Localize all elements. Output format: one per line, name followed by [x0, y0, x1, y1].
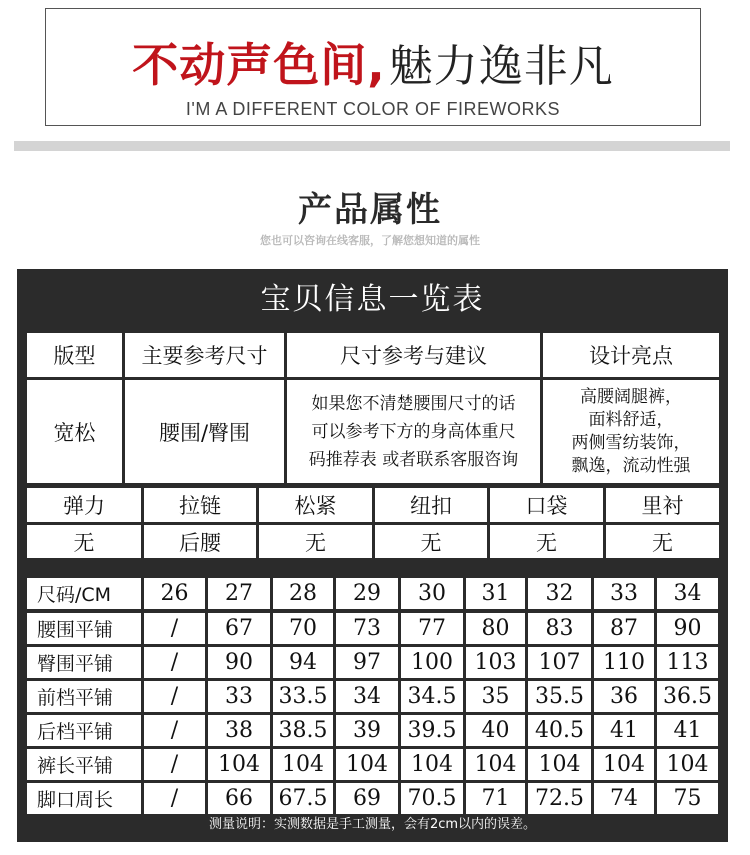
size-header-cell: 33 — [594, 578, 654, 609]
attr-label: 纽扣 — [375, 488, 487, 522]
size-value-cell: 87 — [594, 613, 654, 644]
size-value-cell: 38 — [208, 715, 270, 746]
header-fit: 版型 — [27, 333, 122, 377]
size-value-cell: 35.5 — [528, 681, 591, 712]
size-value-cell: 73 — [336, 613, 398, 644]
size-value-cell: 38.5 — [273, 715, 333, 746]
slogan-line — [46, 29, 700, 95]
size-value-cell: 70 — [273, 613, 333, 644]
size-value-cell: 104 — [528, 749, 591, 780]
highlight-line: 高腰阔腿裤， — [580, 386, 682, 407]
section-title: 产品属性 — [298, 190, 442, 230]
header-main-size: 主要参考尺寸 — [125, 333, 284, 377]
attr-value: 无 — [27, 525, 141, 558]
size-value-cell: / — [144, 749, 205, 780]
size-value-cell: 94 — [273, 647, 333, 678]
size-value-cell: 83 — [528, 613, 591, 644]
size-header-cell: 30 — [401, 578, 463, 609]
size-value-cell: 104 — [401, 749, 463, 780]
size-header-cell: 27 — [208, 578, 270, 609]
attr-value: 后腰 — [144, 525, 256, 558]
slogan-black-text: 魅力逸非凡 — [388, 41, 614, 92]
size-value-cell: 66 — [208, 783, 270, 814]
size-value-cell: 90 — [208, 647, 270, 678]
attr-label: 弹力 — [27, 488, 141, 522]
size-value-cell: / — [144, 783, 205, 814]
size-value-cell: 39 — [336, 715, 398, 746]
section-subtitle: 您也可以咨询在线客服，了解您想知道的属性 — [260, 234, 480, 247]
size-header-cell: 32 — [528, 578, 591, 609]
attr-label: 松紧 — [259, 488, 372, 522]
size-header-cell: 29 — [336, 578, 398, 609]
size-value-cell: 34.5 — [401, 681, 463, 712]
size-value-cell: / — [144, 647, 205, 678]
size-value-cell: 41 — [594, 715, 654, 746]
slogan-red-text: 不动声色间 — [132, 38, 368, 92]
highlight-line: 两侧雪纺装饰， — [571, 432, 691, 453]
size-value-cell: 39.5 — [401, 715, 463, 746]
size-value-cell: 41 — [657, 715, 718, 746]
panel-title: 宝贝信息一览表 — [260, 282, 485, 317]
size-header-cell: 31 — [466, 578, 525, 609]
header-highlights: 设计亮点 — [543, 333, 719, 377]
size-value-cell: 110 — [594, 647, 654, 678]
size-value-cell: / — [144, 613, 205, 644]
size-value-cell: 70.5 — [401, 783, 463, 814]
size-value-cell: 100 — [401, 647, 463, 678]
highlight-line: 飘逸，流动性强 — [571, 455, 691, 476]
value-size-advice — [287, 380, 540, 483]
size-header-label: 尺码/CM — [27, 578, 141, 609]
slogan-subtitle: I'M A DIFFERENT COLOR OF FIREWORKS — [185, 99, 561, 119]
size-value-cell: 75 — [657, 783, 718, 814]
size-row-label: 后档平铺 — [27, 715, 141, 746]
size-value-cell: 34 — [336, 681, 398, 712]
header-size-advice: 尺寸参考与建议 — [287, 333, 540, 377]
measurement-note: 测量说明：实测数据是手工测量，会有2cm以内的误差。 — [208, 817, 537, 832]
attr-label: 口袋 — [490, 488, 603, 522]
size-value-cell: 36.5 — [657, 681, 718, 712]
attr-label: 里衬 — [606, 488, 719, 522]
value-highlights — [543, 380, 719, 483]
size-header-cell: 28 — [273, 578, 333, 609]
size-row-label: 前档平铺 — [27, 681, 141, 712]
size-value-cell: 107 — [528, 647, 591, 678]
size-row-label: 腰围平铺 — [27, 613, 141, 644]
advice-line: 如果您不清楚腰围尺寸的话 — [311, 393, 516, 414]
size-value-cell: 35 — [466, 681, 525, 712]
attr-value: 无 — [259, 525, 372, 558]
size-value-cell: 97 — [336, 647, 398, 678]
size-value-cell: 67 — [208, 613, 270, 644]
size-value-cell: 104 — [466, 749, 525, 780]
divider — [14, 141, 730, 151]
size-value-cell: 40.5 — [528, 715, 591, 746]
size-value-cell: / — [144, 715, 205, 746]
attr-label: 拉链 — [144, 488, 256, 522]
slogan-comma: , — [367, 38, 385, 92]
size-value-cell: 67.5 — [273, 783, 333, 814]
attr-value: 无 — [606, 525, 719, 558]
attr-value: 无 — [490, 525, 603, 558]
size-value-cell: 80 — [466, 613, 525, 644]
size-value-cell: 104 — [336, 749, 398, 780]
slogan-banner — [45, 8, 701, 126]
size-value-cell: 74 — [594, 783, 654, 814]
size-value-cell: 113 — [657, 647, 718, 678]
size-value-cell: / — [144, 681, 205, 712]
value-fit: 宽松 — [27, 380, 122, 483]
advice-line: 码推荐表 或者联系客服咨询 — [308, 449, 519, 470]
size-value-cell: 33.5 — [273, 681, 333, 712]
size-value-cell: 77 — [401, 613, 463, 644]
highlight-line: 面料舒适， — [588, 409, 674, 430]
attr-value: 无 — [375, 525, 487, 558]
size-header-cell: 26 — [144, 578, 205, 609]
size-row-label: 裤长平铺 — [27, 749, 141, 780]
size-value-cell: 104 — [657, 749, 718, 780]
size-value-cell: 104 — [208, 749, 270, 780]
size-value-cell: 104 — [594, 749, 654, 780]
size-value-cell: 36 — [594, 681, 654, 712]
size-row-label: 脚口周长 — [27, 783, 141, 814]
size-value-cell: 72.5 — [528, 783, 591, 814]
size-header-cell: 34 — [657, 578, 718, 609]
size-row-label: 臀围平铺 — [27, 647, 141, 678]
size-value-cell: 40 — [466, 715, 525, 746]
advice-line: 可以参考下方的身高体重尺 — [311, 421, 516, 442]
size-value-cell: 90 — [657, 613, 718, 644]
size-value-cell: 71 — [466, 783, 525, 814]
size-value-cell: 69 — [336, 783, 398, 814]
size-value-cell: 33 — [208, 681, 270, 712]
size-value-cell: 103 — [466, 647, 525, 678]
value-main-size: 腰围/臀围 — [125, 380, 284, 483]
size-value-cell: 104 — [273, 749, 333, 780]
